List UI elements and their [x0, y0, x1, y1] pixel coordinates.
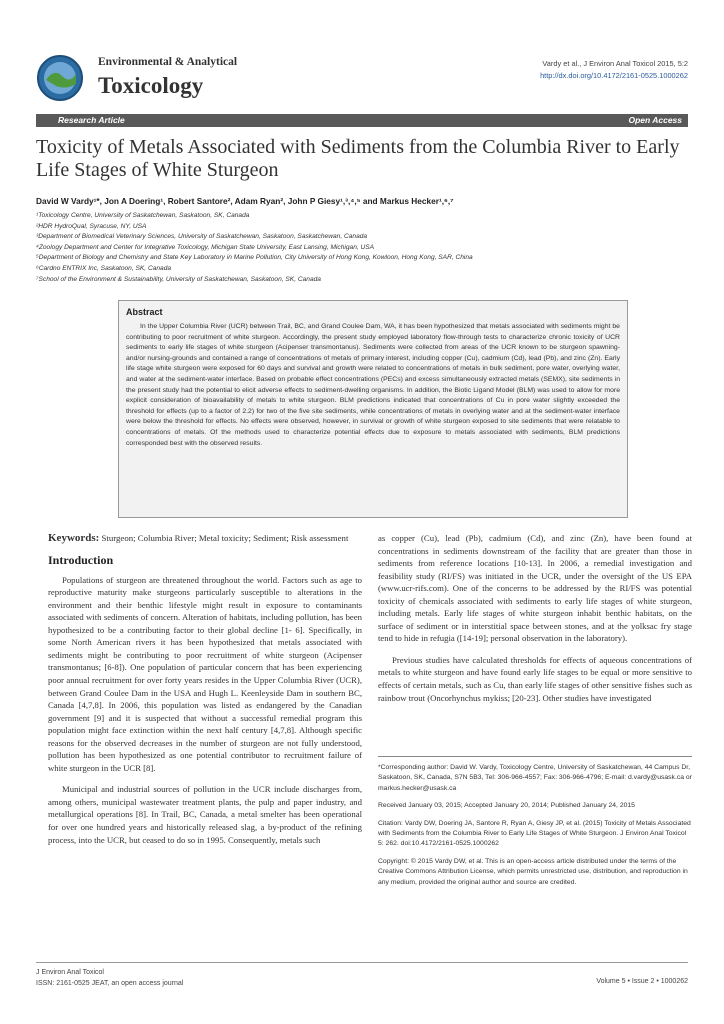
journal-logo-icon: [36, 54, 84, 102]
keywords-text: Sturgeon; Columbia River; Metal toxicity; Sediment; Risk assessment: [101, 533, 349, 543]
abstract-heading: Abstract: [126, 307, 163, 317]
footer-divider: [36, 962, 688, 963]
journal-name-line1: Environmental & Analytical: [98, 56, 238, 68]
keywords-label: Keywords:: [48, 532, 100, 544]
affiliation-item: ²HDR HydroQual, Syracuse, NY, USA: [36, 222, 147, 230]
affiliation-item: ⁷School of the Environment & Sustainability, University of Saskatchewan, Saskatoon, SK, Canada: [36, 275, 321, 283]
footnotes: [378, 756, 692, 895]
affiliation-item: ¹Toxicology Centre, University of Saskatchewan, Saskatoon, SK, Canada: [36, 212, 250, 219]
copyright-note: Copyright: © 2015 Vardy DW, et al. This is an open-access article distributed under the terms of the Creative Commons Attribution License, which permits unrestricted use, distribution, and reproduction in any medium, provided the original author and source are credited.: [378, 857, 688, 886]
doi-link[interactable]: http://dx.doi.org/10.4172/2161-0525.1000262: [540, 71, 688, 80]
introduction-heading: Introduction: [48, 552, 114, 567]
abstract-text: In the Upper Columbia River (UCR) between Trail, BC, and Grand Coulee Dam, WA, it has been hypothesized that metals associated with sediments might be contributing to poor recruitment of white sturgeon. Accordingly, the present study employed laboratory flow-through tests to characterize chronic toxicity of UCR sediments to early life stages of white sturgeon (Acipenser transmontanus). Sediments were collected from areas of the UCR known to be sturgeon spawning- and/or nursing-grounds and contained a range of concentrations of metals of primary interest, including copper (Cu), cadmium (Cd), lead (Pb), and zinc (Zn). Early life stage white sturgeon were exposed for 60 days and survival and growth were related to concentrations of metals in bulk sediment, pore water, overlying water, and water at the sediment-water interface. Based on probable effect concentrations (PECs) and excess simultaneously extracted metals (SEMX), site sediments in the present study had the potential to elicit adverse effects to sediment-dwelling organisms. In addition, the Biotic Ligand Model (BLM) was used to allow for more explicit consideration of bioavailability of metals to white sturgeon. BLM predictions indicated that concentrations of Cu in pore water slightly exceeded the threshold for effects (up to a factor of 2.2) for two of the five site sediments, while concentrations of metals in overlying water and at the sediment-water interface were below the threshold for effects. No effects were observed, however, in survival or growth of white sturgeon exposed to site sediments that were relatable to concentrations of metals. Of the methods used to characterize potential effects due to exposure to metals associated with sediments, BLM predictions corresponded best with the observed results.: [126, 323, 620, 447]
journal-name-line2: Toxicology: [98, 73, 204, 98]
left-column: [48, 532, 362, 855]
abstract-box: [118, 300, 628, 518]
intro-paragraph-4: Previous studies have calculated thresholds for effects of aqueous concentrations of metals to white sturgeon and have found early life stages to be equal or more sensitive to effects of certain metals, such as Cu, than early life stages of other sensitive fishes such as rainbow trout (Oncorhynchus mykiss; [20-23]. Other studies have investigated: [378, 654, 692, 703]
article-type-bar: [36, 114, 688, 127]
header-citation: [540, 58, 688, 82]
keywords: [48, 532, 362, 545]
header-citation-text: Vardy et al., J Environ Anal Toxicol 2015, 5:2: [542, 59, 688, 68]
intro-paragraph-3: as copper (Cu), lead (Pb), cadmium (Cd), and zinc (Zn), have been found at concentrations in sediments downstream of the facility that are greater than those in sediments from reference locations [10-13]. In 2006, a remedial investigation and feasibility study (RI/FS) was initiated in the UCR, under the oversight of the US EPA (www.ucr-rifs.com). One of the concerns to be addressed by the RI/FS was potential toxicity of chemicals associated with sediments to early life stages of white sturgeon, including metals. Early life stages of white sturgeon inhabit benthic habitats, on the surface of sediment or in interstitial space between stones, and at the yolksac fry stage tend to hide in refugia ([14-19]; personal observation in the laboratory).: [378, 533, 692, 644]
corresponding-author-note: *Corresponding author: David W. Vardy, Toxicology Centre, University of Saskatchewan, 44 Campus Dr, Saskatoon, SK, Canada, S7N 5B3, Tel: 306-966-4557; Fax: 306-966-4796; E-mail: d.vardy@usask.ca or markus.hecker@usask.ca: [378, 764, 692, 792]
affiliations: [36, 211, 696, 285]
footer-issn: ISSN: 2161-0525 JEAT, an open access journal: [36, 980, 184, 987]
author-list: David W Vardy¹*, Jon A Doering¹, Robert Santore², Adam Ryan², John P Giesy¹,³,⁴,⁵ and Markus Hecker¹,⁶,⁷: [36, 196, 454, 206]
affiliation-item: ⁶Cardno ENTRIX Inc, Saskatoon, SK, Canada: [36, 264, 172, 272]
footer-volume: Volume 5 • Issue 2 • 1000262: [596, 978, 688, 985]
citation-note: Citation: Vardy DW, Doering JA, Santore R, Ryan A, Giesy JP, et al. (2015) Toxicity of Metals Associated with Sediments from the Columbia River to Early Life Stages of White Sturgeon. J Environ Anal Toxicol 5: 262. doi:10.4172/2161-0525.1000262: [378, 819, 691, 848]
article-type-label: Research Article: [58, 115, 125, 125]
right-column: [378, 532, 692, 713]
footer-journal: [36, 967, 183, 989]
affiliation-item: ⁴Zoology Department and Center for Integrative Toxicology, Michigan State University, East Lansing, Michigan, USA: [36, 243, 375, 251]
intro-paragraph-1: Populations of sturgeon are threatened throughout the world. Factors such as age to reproductive maturity make sturgeons particularly susceptible to alterations in the environment and their benthic lifestyle might result in exposure to contaminants associated with sediments of concern. Alteration of habitats, including pollution, has been hypothesized to be a contributing factor to their global decline [1- 6]. Specifically, in some North American rivers it has been hypothesized that metals associated with sediments might be contributing to poor recruitment of white sturgeon (Acipenser transmontanus; [6-8]). One population of particular concern that has been experiencing poor annual recruitment for over forty years resides in the Upper Columbia River (UCR), between Grand Coulee Dam in the USA and Hugh L. Keenleyside Dam in southern BC, Canada [4,7,8]. In 2006, this population was listed as endangered by the Canadian government [9] and it is suspected that without a successful remedial program this population might face extinction within the next half century [4,7,8]. Although specific reasons for the observed decreases in the number of sturgeon are not fully understood, pollution has been hypothesized as one potential contributor to recruitment failure of white sturgeon in the UCR [8].: [48, 574, 362, 773]
journal-header: [36, 48, 688, 108]
footer-journal-name: J Environ Anal Toxicol: [36, 969, 104, 976]
article-title: Toxicity of Metals Associated with Sediments from the Columbia River to Early Life Stages of White Sturgeon: [36, 136, 680, 181]
affiliation-item: ⁵Department of Biology and Chemistry and State Key Laboratory in Marine Pollution, City University of Hong Kong, Kowloon, Hong Kong, SAR, China: [36, 254, 473, 262]
open-access-label: Open Access: [628, 115, 682, 125]
affiliation-item: ³Department of Biomedical Veterinary Sciences, University of Saskatchewan, Saskatoon, Saskatchewan, Canada: [36, 233, 368, 241]
dates-note: Received January 03, 2015; Accepted January 20, 2014; Published January 24, 2015: [378, 802, 635, 810]
intro-paragraph-2: Municipal and industrial sources of pollution in the UCR include discharges from, among others, municipal wastewater treatment plants, the pulp and paper industry, and metallurgical operations [8]. In Trail, BC, Canada, a metal smelter has been operational for over one hundred years and historically released slag, a by-product of the refining process, into the UCR, but ceased to do so in 1995. Consequently, metals such: [48, 784, 362, 845]
